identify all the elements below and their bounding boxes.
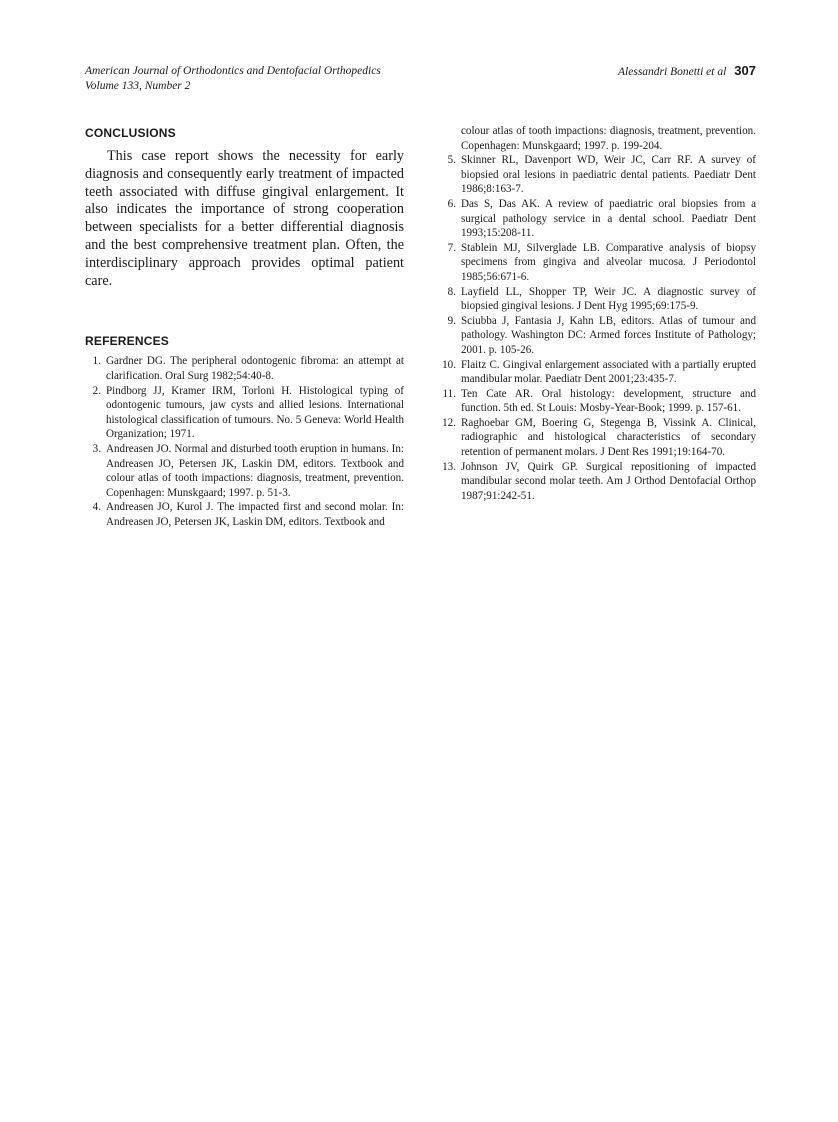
- reference-text: Sciubba J, Fantasia J, Kahn LB, editors. Atlas of tumour and pathology. Washington DC: Armed forces Institute of Pathology; 2001. p. 105-26.: [461, 314, 756, 356]
- reference-text: Skinner RL, Davenport WD, Weir JC, Carr RF. A survey of biopsied oral lesions in paediatric dental patients. Paediatr Dent 1986;8:163-7.: [461, 154, 756, 196]
- reference-number: 9.: [447, 314, 456, 327]
- reference-number: 7.: [447, 241, 456, 254]
- left-column: [85, 126, 404, 530]
- reference-number: 11.: [442, 387, 456, 400]
- running-header-journal: [85, 64, 381, 94]
- reference-item: [85, 500, 404, 529]
- reference-text: Das S, Das AK. A review of paediatric oral biopsies from a surgical pathology service in a dental school. Paediatr Dent 1993;15:208-11.: [461, 197, 756, 240]
- reference-number: 1.: [92, 355, 101, 368]
- reference-number: 10.: [442, 358, 456, 371]
- references-heading: REFERENCES: [85, 334, 170, 349]
- reference-text: Stablein MJ, Silverglade LB. Comparative analysis of biopsy specimens from gingiva and alveolar mucosa. J Periodontol 1985;56:671-6.: [461, 241, 756, 283]
- reference-text: Flaitz C. Gingival enlargement associated with a partially erupted mandibular molar. Paediatr Dent 2001;23:435-7.: [461, 358, 756, 386]
- reference-number: 2.: [92, 384, 101, 397]
- reference-number: 8.: [447, 285, 456, 298]
- reference-continuation: [440, 124, 756, 153]
- reference-number: 13.: [442, 460, 456, 473]
- reference-number: 4.: [92, 501, 101, 514]
- reference-number: 3.: [92, 442, 101, 455]
- conclusions-text: This case report shows the necessity for early diagnosis and consequently early treatment of impacted teeth associated with diffuse gingival enlargement. It also indicates the importance of strong cooperation between specialists for a better differential diagnosis and the best comprehensive treatment plan. Often, the interdisciplinary approach provides optimal patient care.: [85, 148, 404, 289]
- page-number: 307: [734, 63, 756, 78]
- reference-item: [440, 460, 756, 504]
- reference-number: 12.: [442, 416, 456, 429]
- reference-number: 6.: [447, 197, 456, 210]
- reference-item: [440, 153, 756, 197]
- right-column: [440, 124, 756, 503]
- reference-item: [440, 241, 756, 285]
- conclusions-section: [85, 126, 404, 290]
- reference-text: Ten Cate AR. Oral histology: development, structure and function. 5th ed. St Louis: Mosby-Year-Book; 1999. p. 157-61.: [461, 387, 756, 415]
- conclusions-heading: CONCLUSIONS: [85, 126, 176, 140]
- reference-item: [85, 442, 404, 500]
- reference-text: Layfield LL, Shopper TP, Weir JC. A diagnostic survey of biopsied gingival lesions. J Dent Hyg 1995;69:175-9.: [461, 285, 756, 313]
- running-header-right: [618, 63, 756, 78]
- reference-text: Johnson JV, Quirk GP. Surgical repositioning of impacted mandibular second molar teeth. Am J Orthod Dentofacial Orthop 1987;91:242-51.: [461, 460, 756, 502]
- reference-text: colour atlas of tooth impactions: diagnosis, treatment, prevention. Copenhagen: Munskgaard; 1997. p. 199-204.: [461, 125, 756, 152]
- reference-text: Andreasen JO. Normal and disturbed tooth eruption in humans. In: Andreasen JO, Petersen JK, Laskin DM, editors. Textbook and colour atlas of tooth impactions: diagnosis, treatment, prevention. Copenhagen: Munskgaard; 1997. p. 51-3.: [106, 442, 404, 499]
- journal-title: American Journal of Orthodontics and Dentofacial Orthopedics: [85, 65, 381, 77]
- reference-item: [440, 358, 756, 387]
- reference-item: [440, 197, 756, 241]
- reference-text: Andreasen JO, Kurol J. The impacted first and second molar. In: Andreasen JO, Petersen JK, Laskin DM, editors. Textbook and: [106, 501, 404, 528]
- reference-item: [440, 387, 756, 416]
- reference-item: [440, 285, 756, 314]
- journal-volume: Volume 133, Number 2: [85, 80, 191, 92]
- reference-item: [440, 416, 756, 460]
- reference-text: Gardner DG. The peripheral odontogenic fibroma: an attempt at clarification. Oral Surg 1982;54:40-8.: [106, 355, 404, 382]
- reference-item: [85, 384, 404, 442]
- reference-item: [85, 354, 404, 383]
- reference-list-right: [440, 124, 756, 503]
- running-authors: Alessandri Bonetti et al: [618, 66, 727, 78]
- reference-list-left: [85, 354, 404, 529]
- reference-text: Raghoebar GM, Boering G, Stegenga B, Vissink A. Clinical, radiographic and histological characteristics of secondary retention of permanent molars. J Dent Res 1991;19:164-70.: [461, 416, 756, 459]
- reference-text: Pindborg JJ, Kramer IRM, Torloni H. Histological typing of odontogenic tumours, jaw cysts and allied lesions. International histological classification of tumours. No. 5 Geneva: World Health Organization; 1971.: [106, 384, 404, 441]
- reference-number: 5.: [447, 154, 456, 167]
- reference-item: [440, 314, 756, 358]
